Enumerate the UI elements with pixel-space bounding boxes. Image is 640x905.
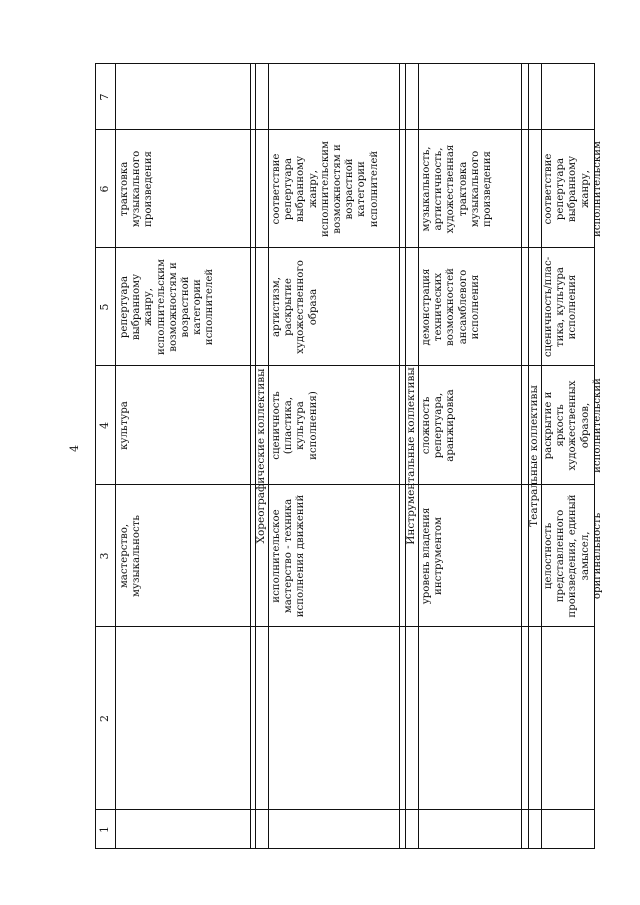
table-cell-criterion-2: сложность репертуара, аранжировка xyxy=(421,389,457,462)
column-header-3: 3 xyxy=(98,552,111,560)
table-cell-criterion-1: мастерство, музыкальность xyxy=(119,515,143,597)
column-header-7: 7 xyxy=(98,93,111,101)
column-header-2: 2 xyxy=(98,715,111,722)
table-cell-criterion-4: соответствие репертуара выбранному жанру, исполнительским xyxy=(543,141,603,237)
row-divider xyxy=(418,63,419,849)
table-cell-criterion-3: артистизм, раскрытие художественного образа xyxy=(271,260,319,354)
table-cell-criterion-1: целостность представленного произведения, единый замысел, оригинальность xyxy=(543,494,603,618)
row-divider xyxy=(399,63,400,849)
rotated-table xyxy=(95,63,603,849)
section-title-instrumental: Инструментальные коллективы xyxy=(405,367,417,545)
column-divider-1-2 xyxy=(95,809,595,810)
page-number: 4 xyxy=(68,445,81,452)
column-header-4: 4 xyxy=(98,422,111,429)
row-divider xyxy=(541,63,542,849)
table-border-left xyxy=(95,848,595,849)
row-divider xyxy=(268,63,269,849)
header-row-divider xyxy=(115,63,116,849)
table-cell-criterion-3: сценичность/плас- тика, культура исполнения xyxy=(543,256,579,358)
table-cell-criterion-2: культура xyxy=(119,401,130,450)
table-cell-criterion-3: репертуара выбранному жанру, исполнительским возможностям и возрастной категории исполнителей xyxy=(119,259,216,355)
table-cell-criterion-1: уровень владения инструментом xyxy=(421,507,445,605)
section-title-theatre: Театральные коллективы xyxy=(528,385,540,527)
table-cell-criterion-2: раскрытие и яркость художественных образов, исполнительский xyxy=(543,378,603,473)
table-cell-criterion-3: демонстрация технических возможностей ансамблевого исполнения xyxy=(421,268,481,346)
table-cell-criterion-4: музыкальность, артистичность, художественная трактовка музыкального произведения xyxy=(421,144,494,234)
table-border-right xyxy=(95,63,595,64)
column-header-5: 5 xyxy=(98,303,111,311)
row-divider xyxy=(250,63,251,849)
table-cell-criterion-4: соответствие репертуара выбранному жанру, исполнительским возможностям и возрастной категории исполнителей xyxy=(271,141,380,237)
column-header-1: 1 xyxy=(98,826,111,833)
table-cell-criterion-4: трактовка музыкального произведения xyxy=(119,150,155,228)
section-title-choreography: Хореографические коллективы xyxy=(255,368,267,544)
table-cell-criterion-1: исполнительское мастерство - техника исполнения движений xyxy=(271,494,307,618)
table-cell-criterion-2: сценичность (пластика, культура исполнения) xyxy=(271,391,319,460)
column-header-6: 6 xyxy=(98,185,111,193)
row-divider xyxy=(521,63,522,849)
